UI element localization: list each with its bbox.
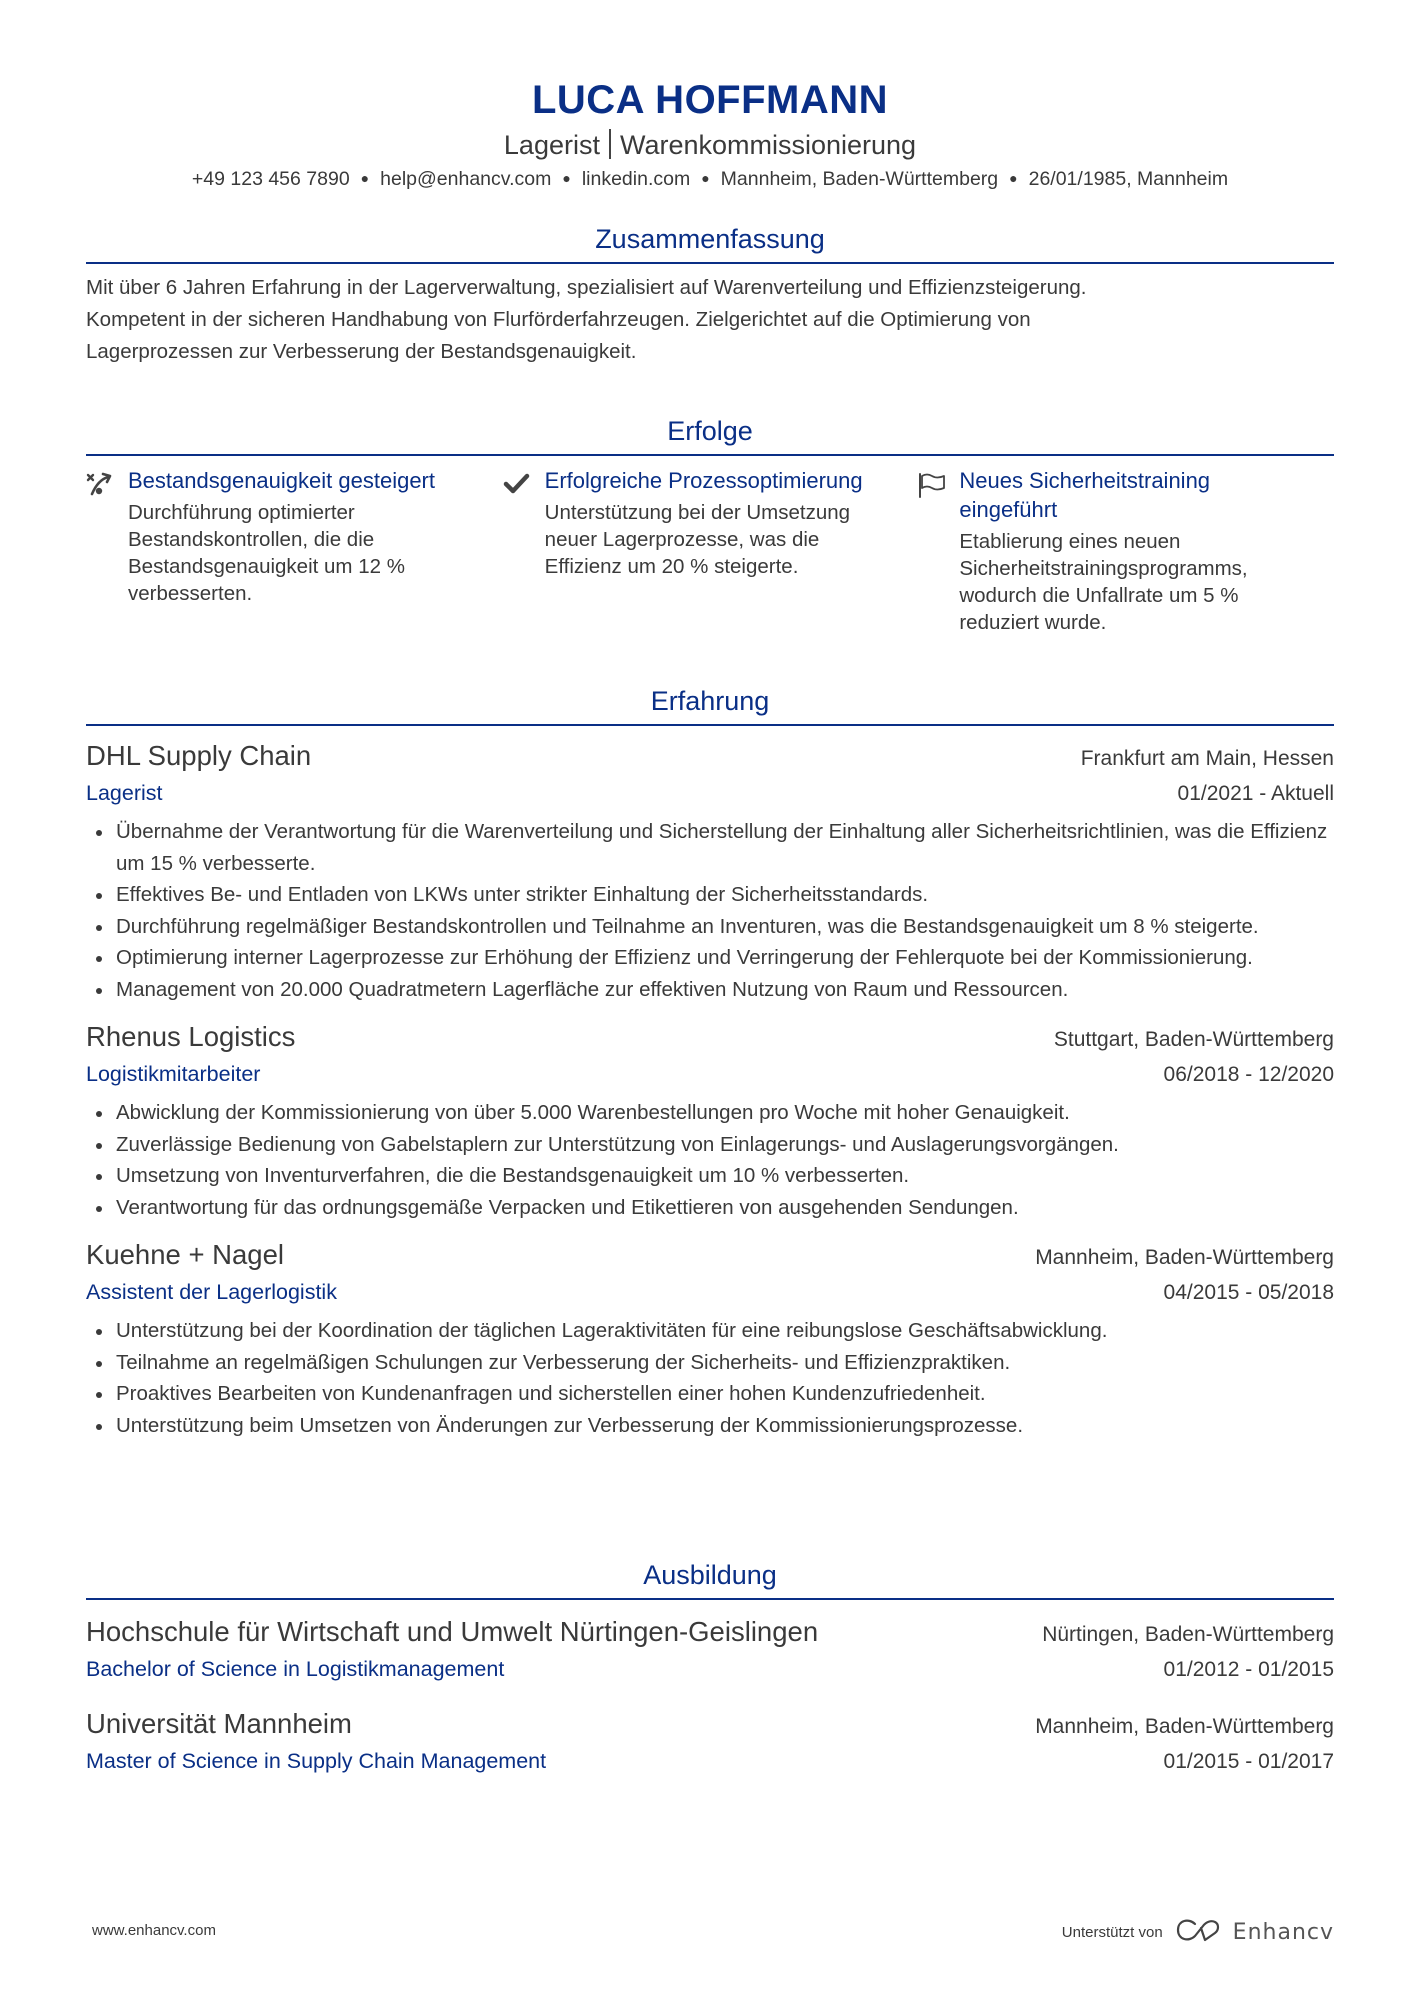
achievements-list	[86, 466, 1334, 636]
achievements-section	[86, 414, 1334, 636]
job-role: Lagerist	[86, 781, 163, 805]
strategy-arrow-icon	[86, 466, 128, 636]
school-name: Hochschule für Wirtschaft und Umwelt Nürtingen-Geislingen	[86, 1616, 819, 1647]
powered-by-label: Unterstützt von	[1061, 1924, 1163, 1941]
company-name: Kuehne + Nagel	[86, 1239, 285, 1270]
contact-linkedin[interactable]: linkedin.com	[581, 168, 691, 190]
bullet-item: Verantwortung für das ordnungsgemäße Verpacken und Etikettieren von ausgehenden Sendungen.	[86, 1192, 1334, 1224]
candidate-name: LUCA HOFFMANN	[531, 78, 889, 122]
education-entry	[86, 1706, 1334, 1778]
achievement-description: Durchführung optimierter Bestandskontrollen, die die Bestandsgenauigkeit um 12 % verbesserten.	[128, 501, 405, 605]
experience-section	[86, 684, 1334, 1441]
powered-by	[1062, 1918, 1334, 1947]
title-separator	[609, 129, 611, 159]
bullet-item: Optimierung interner Lagerprozesse zur Erhöhung der Effizienz und Verringerung der Fehlerquote bei der Kommissionierung.	[86, 942, 1334, 974]
job-dates: 06/2018 - 12/2020	[1163, 1063, 1334, 1086]
achievement-title: Neues Sicherheitstraining eingeführt	[959, 468, 1211, 522]
contact-location: Mannheim, Baden-Württemberg	[720, 168, 999, 190]
bullet-item: Management von 20.000 Quadratmetern Lagerfläche zur effektiven Nutzung von Raum und Ressourcen.	[86, 974, 1334, 1006]
job-bullets	[86, 816, 1334, 1005]
section-title-education: Ausbildung	[643, 1560, 777, 1590]
achievement-item	[917, 466, 1334, 636]
candidate-title	[86, 128, 1334, 162]
contact-email[interactable]: help@enhancv.com	[380, 168, 552, 190]
bullet-item: Proaktives Bearbeiten von Kundenanfragen und sicherstellen einer hohen Kundenzufriedenheit.	[86, 1378, 1334, 1410]
company-name: Rhenus Logistics	[86, 1021, 296, 1052]
enhancv-logo-icon	[1175, 1918, 1223, 1947]
achievement-title: Erfolgreiche Prozessoptimierung	[544, 468, 863, 493]
checkmark-icon	[503, 466, 545, 636]
job-role: Assistent der Lagerlogistik	[86, 1280, 337, 1304]
bullet-item: Übernahme der Verantwortung für die Warenverteilung und Sicherstellung der Einhaltung aller Sicherheitsrichtlinien, was die Effizienz um 15 % verbesserte.	[86, 816, 1334, 879]
summary-line: Lagerprozessen zur Verbesserung der Bestandsgenauigkeit.	[86, 340, 637, 363]
page-footer	[86, 1918, 1334, 1948]
summary-line: Mit über 6 Jahren Erfahrung in der Lagerverwaltung, spezialisiert auf Warenverteilung und Effizienzsteigerung.	[86, 276, 1087, 299]
contact-birth: 26/01/1985, Mannheim	[1028, 168, 1229, 190]
summary-section	[86, 222, 1334, 368]
job-role: Logistikmitarbeiter	[86, 1062, 261, 1086]
contact-line	[86, 164, 1334, 193]
bullet-item: Teilnahme an regelmäßigen Schulungen zur Verbesserung der Sicherheits- und Effizienzpraktiken.	[86, 1347, 1334, 1379]
job-location: Mannheim, Baden-Württemberg	[1035, 1246, 1334, 1269]
bullet-item: Abwicklung der Kommissionierung von über 5.000 Warenbestellungen pro Woche mit hoher Genauigkeit.	[86, 1097, 1334, 1129]
section-title-summary: Zusammenfassung	[595, 224, 825, 254]
bullet-item: Unterstützung beim Umsetzen von Änderungen zur Verbesserung der Kommissionierungsprozesse.	[86, 1410, 1334, 1442]
section-title-experience: Erfahrung	[650, 686, 770, 716]
resume-header	[86, 74, 1334, 193]
bullet-item: Durchführung regelmäßiger Bestandskontrollen und Teilnahme an Inventuren, was die Bestandsgenauigkeit um 8 % steigerte.	[86, 911, 1334, 943]
achievement-item	[503, 466, 920, 636]
degree: Master of Science in Supply Chain Management	[86, 1749, 547, 1773]
education-section	[86, 1558, 1334, 1778]
bullet-item: Zuverlässige Bedienung von Gabelstaplern zur Unterstützung von Einlagerungs- und Auslagerungsvorgängen.	[86, 1129, 1334, 1161]
summary-text	[86, 272, 1334, 368]
school-name: Universität Mannheim	[86, 1708, 352, 1739]
job-dates: 01/2021 - Aktuell	[1177, 782, 1334, 805]
job-location: Frankfurt am Main, Hessen	[1080, 747, 1334, 770]
footer-website-link[interactable]: www.enhancv.com	[92, 1922, 216, 1939]
job-dates: 04/2015 - 05/2018	[1163, 1281, 1334, 1304]
section-divider	[86, 1598, 1334, 1600]
bullet-item: Unterstützung bei der Koordination der täglichen Lageraktivitäten für eine reibungslose Geschäftsabwicklung.	[86, 1315, 1334, 1347]
achievement-description: Unterstützung bei der Umsetzung neuer Lagerprozesse, was die Effizienz um 20 % steigerte.	[544, 501, 851, 578]
job-bullets	[86, 1097, 1334, 1223]
education-dates: 01/2012 - 01/2015	[1163, 1658, 1334, 1681]
education-dates: 01/2015 - 01/2017	[1163, 1750, 1334, 1773]
achievement-item	[86, 466, 503, 636]
separator-dot: ●	[360, 170, 370, 186]
job-location: Stuttgart, Baden-Württemberg	[1053, 1028, 1334, 1051]
section-divider	[86, 262, 1334, 264]
separator-dot: ●	[562, 170, 571, 186]
job-entry	[86, 738, 1334, 1005]
job-entry	[86, 1019, 1334, 1223]
school-location: Nürtingen, Baden-Württemberg	[1042, 1623, 1334, 1646]
bullet-item: Effektives Be- und Entladen von LKWs unter strikter Einhaltung der Sicherheitsstandards.	[86, 879, 1334, 911]
company-name: DHL Supply Chain	[86, 740, 312, 771]
section-title-achievements: Erfolge	[667, 416, 753, 446]
section-divider	[86, 724, 1334, 726]
job-bullets	[86, 1315, 1334, 1441]
achievement-description: Etablierung eines neuen Sicherheitstrainingsprogramms, wodurch die Unfallrate um 5 % reduziert wurde.	[959, 530, 1248, 634]
flag-icon	[917, 466, 959, 636]
degree: Bachelor of Science in Logistikmanagement	[86, 1657, 505, 1681]
title-secondary: Warenkommissionierung	[619, 130, 917, 160]
education-entry	[86, 1614, 1334, 1686]
bullet-item: Umsetzung von Inventurverfahren, die die Bestandsgenauigkeit um 10 % verbesserten.	[86, 1160, 1334, 1192]
achievement-title: Bestandsgenauigkeit gesteigert	[128, 468, 435, 493]
resume-page	[86, 0, 1334, 1995]
job-entry	[86, 1237, 1334, 1441]
enhancv-brand: Enhancv	[1232, 1920, 1334, 1945]
contact-phone: +49 123 456 7890	[191, 168, 350, 190]
title-primary: Lagerist	[503, 130, 600, 160]
summary-line: Kompetent in der sicheren Handhabung von Flurförderfahrzeugen. Zielgerichtet auf die Optimierung von	[86, 308, 1031, 331]
school-location: Mannheim, Baden-Württemberg	[1035, 1715, 1334, 1738]
separator-dot: ●	[701, 170, 710, 186]
separator-dot: ●	[1009, 170, 1018, 186]
section-divider	[86, 454, 1334, 456]
